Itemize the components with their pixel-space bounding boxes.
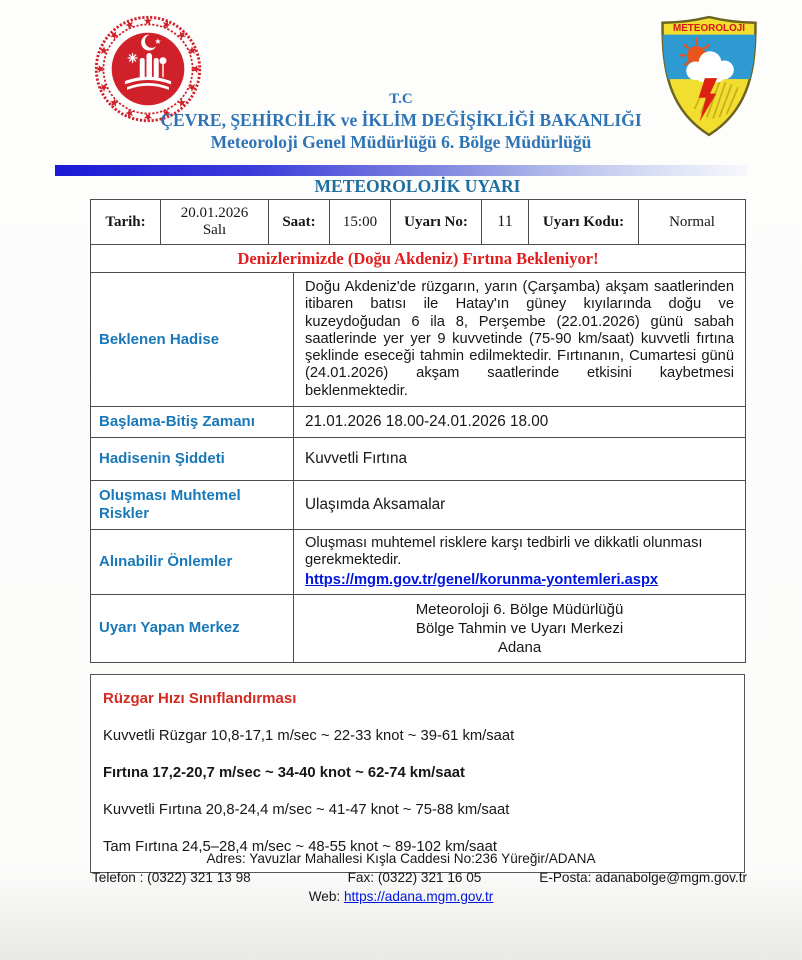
- letterhead-ministry: ÇEVRE, ŞEHİRCİLİK ve İKLİM DEĞİŞİKLİĞİ BAKANLIĞI: [160, 110, 642, 130]
- expected-event-value: Doğu Akdeniz'de rüzgarın, yarın (Çarşamba) akşam saatlerinden itibaren batısı ile Hatay'ın güney kıyılarında doğu ve kuzeydoğudan 6 ila 8, Perşembe (22.01.2026) günü sabah saatlerinde yer yer 9 kuvvetinde (75-90 km/saat) kuvvetli fırtına şeklinde eseceği tahmin edilmektedir. Fırtınanın, Cumartesi günü (24.01.2026) akşam saatlerinde etkisini kaybetmesi beklenmektedir.: [294, 273, 746, 407]
- table-row: [91, 481, 746, 530]
- table-row: [91, 200, 746, 245]
- start-end-time-value: 21.01.2026 18.00-24.01.2026 18.00: [294, 407, 746, 438]
- letterhead: [0, 90, 802, 153]
- contact-footer: [0, 850, 802, 905]
- wind-classification-title: Rüzgar Hızı Sınıflandırması: [103, 689, 297, 707]
- issuing-center-value: [294, 594, 746, 662]
- warning-no-value: 11: [482, 200, 529, 245]
- footer-phone: Telefon : (0322) 321 13 98: [92, 870, 251, 885]
- footer-web-link[interactable]: https://adana.mgm.gov.tr: [343, 889, 494, 904]
- meteoroloji-logo-text: METEOROLOJİ: [672, 23, 746, 35]
- event-severity-label: Hadisenin Şiddeti: [91, 438, 294, 481]
- footer-contact-line: [0, 869, 802, 886]
- wind-class-strong-wind: Kuvvetli Rüzgar 10,8-17,1 m/sec ~ 22-33 knot ~ 39-61 km/saat: [103, 727, 515, 744]
- possible-risks-label: Oluşması Muhtemel Riskler: [91, 481, 294, 530]
- warning-body: [90, 199, 745, 873]
- precautions-text: Oluşması muhtemel risklere karşı tedbirli ve dikkatli olunması gerekmektedir.: [305, 535, 703, 569]
- warning-code-value: Normal: [639, 200, 746, 245]
- wind-class-strong-storm: Kuvvetli Fırtına 20,8-24,4 m/sec ~ 41-47 knot ~ 75-88 km/saat: [103, 801, 510, 818]
- letterhead-directorate: Meteoroloji Genel Müdürlüğü 6. Bölge Müdürlüğü: [210, 132, 592, 152]
- date-value-date: 20.01.2026: [180, 205, 249, 221]
- issuing-center-line: Adana: [497, 638, 542, 656]
- time-value: 15:00: [330, 200, 391, 245]
- issuing-center-line: Meteoroloji 6. Bölge Müdürlüğü: [415, 600, 624, 618]
- table-row: [91, 594, 746, 662]
- footer-email: E-Posta: adanabolge@mgm.gov.tr: [539, 870, 747, 885]
- warning-info-table: [90, 199, 746, 273]
- expected-event-label: Beklenen Hadise: [91, 273, 294, 407]
- precautions-value: [294, 530, 746, 595]
- page-title: METEOROLOJİK UYARI: [314, 176, 521, 196]
- warning-no-label: Uyarı No:: [391, 200, 482, 245]
- footer-web-line: [0, 888, 802, 905]
- protection-methods-link[interactable]: https://mgm.gov.tr/genel/korunma-yontemleri.aspx: [305, 571, 659, 588]
- date-label: Tarih:: [91, 200, 161, 245]
- letterhead-tc: T.C: [389, 91, 413, 107]
- wind-speed-classification-box: [90, 674, 745, 873]
- possible-risks-value: Ulaşımda Aksamalar: [294, 481, 746, 530]
- precautions-label: Alınabilir Önlemler: [91, 530, 294, 595]
- table-row: [91, 245, 746, 273]
- table-row: [91, 407, 746, 438]
- footer-fax: Fax: (0322) 321 16 05: [347, 870, 482, 885]
- warning-detail-table: [90, 272, 746, 663]
- table-row: [91, 438, 746, 481]
- issuing-center-line: Bölge Tahmin ve Uyarı Merkezi: [415, 619, 624, 637]
- table-row: [91, 530, 746, 595]
- time-label: Saat:: [269, 200, 330, 245]
- table-row: [91, 273, 746, 407]
- warning-code-label: Uyarı Kodu:: [529, 200, 639, 245]
- wind-class-storm: Fırtına 17,2-20,7 m/sec ~ 34-40 knot ~ 62-74 km/saat: [103, 764, 465, 781]
- event-severity-value: Kuvvetli Fırtına: [294, 438, 746, 481]
- header-divider-bar: [55, 165, 747, 176]
- date-value: [161, 200, 269, 245]
- start-end-time-label: Başlama-Bitiş Zamanı: [91, 407, 294, 438]
- issuing-center-label: Uyarı Yapan Merkez: [91, 594, 294, 662]
- wind-class-full-storm: Tam Fırtına 24,5–28,4 m/sec ~ 48-55 knot ~ 89-102 km/saat: [103, 838, 497, 855]
- footer-address: Adres: Yavuzlar Mahallesi Kışla Caddesi No:236 Yüreğir/ADANA: [206, 851, 596, 866]
- footer-web-label: Web:: [308, 889, 341, 904]
- warning-headline: Denizlerimizde (Doğu Akdeniz) Fırtına Bekleniyor!: [91, 245, 746, 273]
- date-value-day: Salı: [202, 222, 227, 238]
